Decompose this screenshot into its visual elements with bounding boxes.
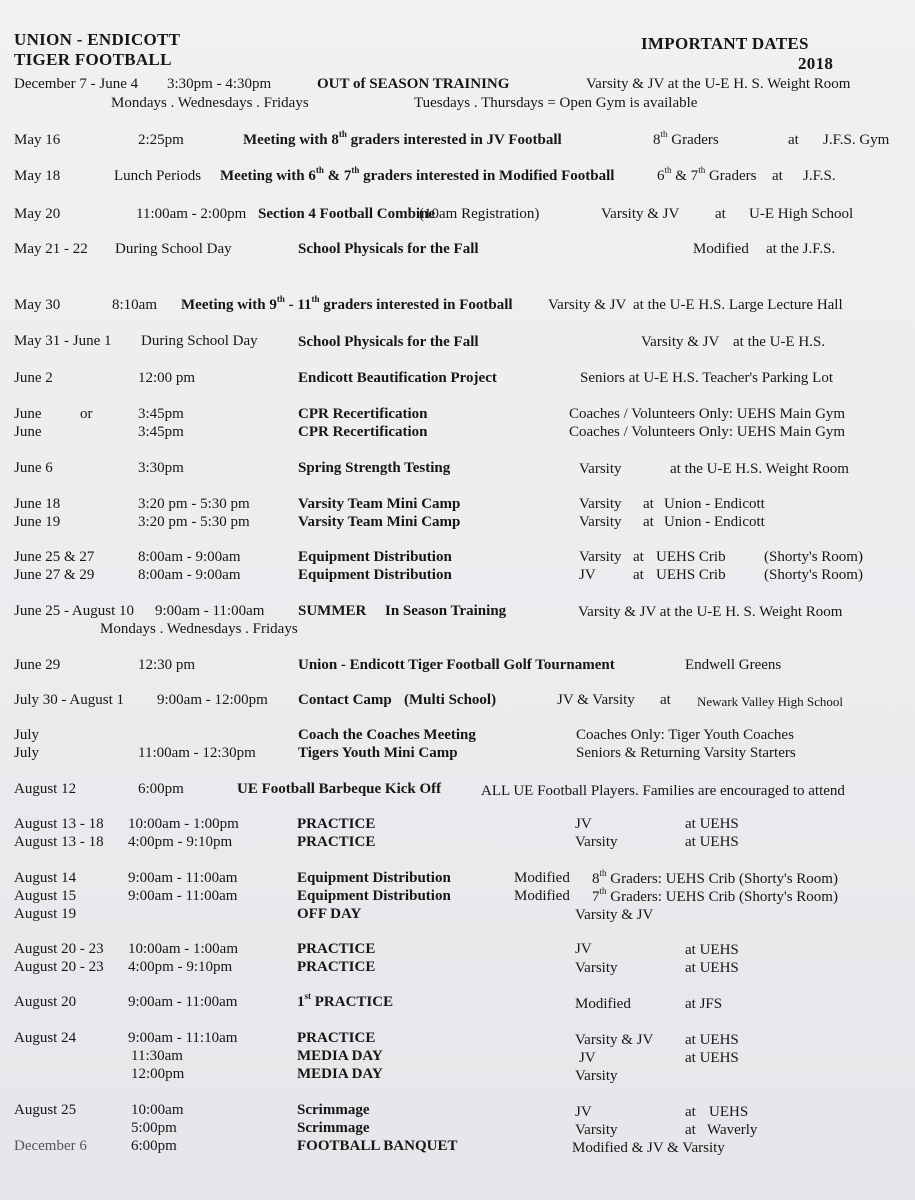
event-location: at UEHS (685, 816, 739, 832)
event-title: OFF DAY (297, 906, 362, 922)
page-title: IMPORTANT DATES (641, 34, 809, 53)
event-title: Contact Camp (298, 692, 392, 708)
event-audience: Seniors & Returning Varsity Starters (576, 745, 796, 761)
event-date: July (14, 745, 40, 761)
event-note: (10am Registration) (419, 206, 540, 222)
event-location: at the U-E H.S. Large Lecture Hall (633, 297, 843, 313)
event-location: at the U-E H.S. (733, 334, 826, 350)
event-title: Scrimmage (297, 1102, 370, 1118)
event-time: 12:00 pm (138, 370, 196, 386)
page-year: 2018 (798, 54, 834, 73)
event-time: Lunch Periods (114, 168, 202, 184)
event-title: School Physicals for the Fall (298, 241, 479, 257)
event-audience: JV (579, 567, 596, 583)
event-audience: JV (579, 1050, 596, 1066)
event-title: PRACTICE (297, 1030, 376, 1046)
event-modified: Modified (514, 870, 570, 886)
event-date: June 18 (14, 496, 61, 512)
event-audience: Modified (575, 996, 631, 1012)
event-title: Equipment Distribution (298, 549, 452, 565)
event-time: During School Day (115, 241, 232, 257)
event-audience: JV (575, 816, 592, 832)
event-audience: Varsity & JV (601, 206, 680, 222)
event-audience: 6th & 7th Graders (657, 165, 757, 184)
event-audience: Seniors at U-E H.S. Teacher's Parking Lot (580, 370, 833, 386)
event-time: 4:00pm - 9:10pm (128, 959, 233, 975)
event-audience: 8th Graders (653, 129, 719, 148)
event-audience: 7th Graders: UEHS Crib (Shorty's Room) (592, 886, 838, 905)
event-audience: Modified & JV & Varsity (572, 1140, 725, 1156)
event-time: 10:00am - 1:00am (128, 941, 238, 957)
event-title: Tigers Youth Mini Camp (298, 745, 458, 761)
event-location: at JFS (685, 996, 723, 1012)
event-time: 3:30pm - 4:30pm (167, 76, 272, 92)
event-at: at (660, 692, 671, 708)
event-date: August 13 - 18 (14, 816, 104, 832)
event-date: June (14, 424, 42, 440)
event-time: 11:30am (131, 1048, 183, 1064)
event-time: 9:00am - 11:00am (155, 603, 265, 619)
event-title: Section 4 Football Combine (258, 206, 436, 222)
event-location: at UEHS (685, 1032, 739, 1048)
event-date: July 30 - August 1 (14, 692, 125, 708)
event-audience: Varsity (579, 496, 622, 512)
event-date: August 25 (14, 1102, 77, 1118)
event-or: or (80, 406, 93, 422)
event-at: at (633, 549, 644, 565)
event-location: Union - Endicott (664, 514, 765, 530)
event-audience: JV & Varsity (557, 692, 635, 708)
event-audience: ALL UE Football Players. Families are encouraged to attend (481, 783, 845, 799)
event-date: August 20 (14, 994, 77, 1010)
event-location: Waverly (707, 1122, 758, 1138)
event-location: Union - Endicott (664, 496, 765, 512)
event-title: PRACTICE (297, 816, 376, 832)
event-audience: Varsity & JV (575, 1032, 654, 1048)
event-title-sub: In Season Training (385, 603, 507, 619)
event-audience: Coaches / Volunteers Only: UEHS Main Gym (569, 424, 846, 440)
event-time: 11:00am - 2:00pm (136, 206, 247, 222)
event-date: June 6 (14, 460, 53, 476)
event-title: Equipment Distribution (298, 567, 452, 583)
event-days: Mondays . Wednesdays . Fridays (100, 621, 298, 637)
event-at: at (772, 168, 783, 184)
event-date: June 29 (14, 657, 61, 673)
event-title: Equipment Distribution (297, 870, 451, 886)
event-title: Union - Endicott Tiger Football Golf Tournament (298, 657, 615, 673)
event-time: 9:00am - 11:00am (128, 870, 238, 886)
event-audience: Varsity & JV at the U-E H. S. Weight Room (586, 76, 851, 92)
event-date: August 20 - 23 (14, 959, 104, 975)
event-modified: Modified (514, 888, 570, 904)
event-room: (Shorty's Room) (764, 567, 863, 583)
event-title: MEDIA DAY (297, 1048, 383, 1064)
event-audience: Varsity (575, 960, 618, 976)
event-location: at the U-E H.S. Weight Room (670, 461, 849, 477)
event-title: Meeting with 9th - 11th graders interested in Football (181, 294, 513, 313)
event-audience: Endwell Greens (685, 657, 782, 673)
event-title: Meeting with 8th graders interested in JV Football (243, 129, 562, 148)
event-date: August 20 - 23 (14, 941, 104, 957)
event-title: SUMMER (298, 603, 367, 619)
event-time: 12:00pm (131, 1066, 185, 1082)
event-time: 8:00am - 9:00am (138, 549, 241, 565)
event-at: at (643, 514, 654, 530)
event-audience: Varsity (579, 549, 622, 565)
event-date: August 19 (14, 906, 77, 922)
event-time: 8:00am - 9:00am (138, 567, 241, 583)
event-date: May 16 (14, 132, 61, 148)
event-date: August 14 (14, 870, 77, 886)
event-title: PRACTICE (297, 834, 376, 850)
event-title: School Physicals for the Fall (298, 334, 479, 350)
event-location: Newark Valley High School (697, 694, 843, 709)
event-time: 5:00pm (131, 1120, 177, 1136)
event-date: August 24 (14, 1030, 77, 1046)
event-title: Equipment Distribution (297, 888, 451, 904)
event-title: Coach the Coaches Meeting (298, 727, 476, 743)
event-location: at UEHS (685, 942, 739, 958)
event-title: CPR Recertification (298, 424, 428, 440)
event-audience: Coaches Only: Tiger Youth Coaches (576, 727, 794, 743)
event-location: at UEHS (685, 1050, 739, 1066)
event-time: 10:00am - 1:00pm (128, 816, 239, 832)
event-time: 3:45pm (138, 424, 184, 440)
event-time: 3:20 pm - 5:30 pm (138, 496, 250, 512)
event-date: August 12 (14, 781, 77, 797)
event-title: UE Football Barbeque Kick Off (237, 781, 442, 797)
event-title: FOOTBALL BANQUET (297, 1138, 458, 1154)
event-time: 8:10am (112, 297, 157, 313)
event-title: Meeting with 6th & 7th graders interested in Modified Football (220, 165, 615, 184)
school-name: UNION - ENDICOTT (14, 30, 181, 49)
event-location: UEHS Crib (656, 567, 726, 583)
event-days: Mondays . Wednesdays . Fridays (111, 95, 309, 111)
event-at: at (643, 496, 654, 512)
event-date: June 19 (14, 514, 61, 530)
event-audience: Varsity (575, 834, 618, 850)
event-at: at (633, 567, 644, 583)
event-audience: JV (575, 941, 592, 957)
event-date: May 30 (14, 297, 61, 313)
event-time: 3:45pm (138, 406, 184, 422)
event-at: at (685, 1104, 696, 1120)
event-time: 12:30 pm (138, 657, 196, 673)
event-time: 9:00am - 11:00am (128, 888, 238, 904)
event-date: June 25 & 27 (14, 549, 95, 565)
event-time: 6:00pm (131, 1138, 177, 1154)
event-time: During School Day (141, 333, 258, 349)
event-room: (Shorty's Room) (764, 549, 863, 565)
event-title: Varsity Team Mini Camp (298, 514, 461, 530)
event-time: 6:00pm (138, 781, 184, 797)
event-title: MEDIA DAY (297, 1066, 383, 1082)
event-date: May 31 - June 1 (14, 333, 112, 349)
event-at: at (715, 206, 726, 222)
event-audience: Varsity & JV at the U-E H. S. Weight Room (578, 604, 843, 620)
event-title: Scrimmage (297, 1120, 370, 1136)
event-location: UEHS Crib (656, 549, 726, 565)
event-location: at the J.F.S. (766, 241, 836, 257)
event-time: 11:00am - 12:30pm (138, 745, 256, 761)
event-audience: Varsity & JV (641, 334, 720, 350)
event-time: 9:00am - 11:10am (128, 1030, 238, 1046)
event-date: May 21 - 22 (14, 241, 88, 257)
event-date: May 18 (14, 168, 61, 184)
event-title: PRACTICE (297, 959, 376, 975)
event-audience: Coaches / Volunteers Only: UEHS Main Gym (569, 406, 846, 422)
event-location: J.F.S. (803, 168, 836, 184)
event-title: CPR Recertification (298, 406, 428, 422)
event-audience: Varsity (575, 1122, 618, 1138)
team-name: TIGER FOOTBALL (14, 50, 172, 69)
event-title: Spring Strength Testing (298, 460, 451, 476)
event-date: July (14, 727, 40, 743)
event-time: 9:00am - 11:00am (128, 994, 238, 1010)
event-time: 9:00am - 12:00pm (157, 692, 268, 708)
event-audience: Varsity (575, 1068, 618, 1084)
event-at: at (685, 1122, 696, 1138)
event-audience: Varsity (579, 514, 622, 530)
event-date: June 25 - August 10 (14, 603, 134, 619)
event-date: August 13 - 18 (14, 834, 104, 850)
event-time: 2:25pm (138, 132, 184, 148)
event-location: at UEHS (685, 960, 739, 976)
event-at: at (788, 132, 799, 148)
event-time: 3:20 pm - 5:30 pm (138, 514, 250, 530)
event-title: Endicott Beautification Project (298, 370, 497, 386)
event-audience: Varsity (579, 461, 622, 477)
event-location: U-E High School (749, 206, 854, 222)
event-title: Varsity Team Mini Camp (298, 496, 461, 512)
event-date: June 2 (14, 370, 53, 386)
event-title: 1st PRACTICE (297, 991, 394, 1010)
event-date: June (14, 406, 42, 422)
event-location: J.F.S. Gym (823, 132, 890, 148)
event-location: UEHS (709, 1104, 749, 1120)
event-audience: Varsity & JV (548, 297, 627, 313)
event-title: OUT of SEASON TRAINING (317, 76, 510, 92)
event-location: at UEHS (685, 834, 739, 850)
event-audience: JV (575, 1104, 592, 1120)
event-note: Tuesdays . Thursdays = Open Gym is available (414, 95, 698, 111)
event-date: December 6 (14, 1138, 87, 1154)
event-date: December 7 - June 4 (14, 76, 139, 92)
event-time: 3:30pm (138, 460, 184, 476)
event-note: (Multi School) (404, 692, 497, 708)
event-time: 4:00pm - 9:10pm (128, 834, 233, 850)
event-audience: Modified (693, 241, 749, 257)
event-date: May 20 (14, 206, 61, 222)
event-date: August 15 (14, 888, 77, 904)
event-audience: Varsity & JV (575, 907, 654, 923)
event-date: June 27 & 29 (14, 567, 95, 583)
event-time: 10:00am (131, 1102, 184, 1118)
event-title: PRACTICE (297, 941, 376, 957)
event-audience: 8th Graders: UEHS Crib (Shorty's Room) (592, 868, 838, 887)
